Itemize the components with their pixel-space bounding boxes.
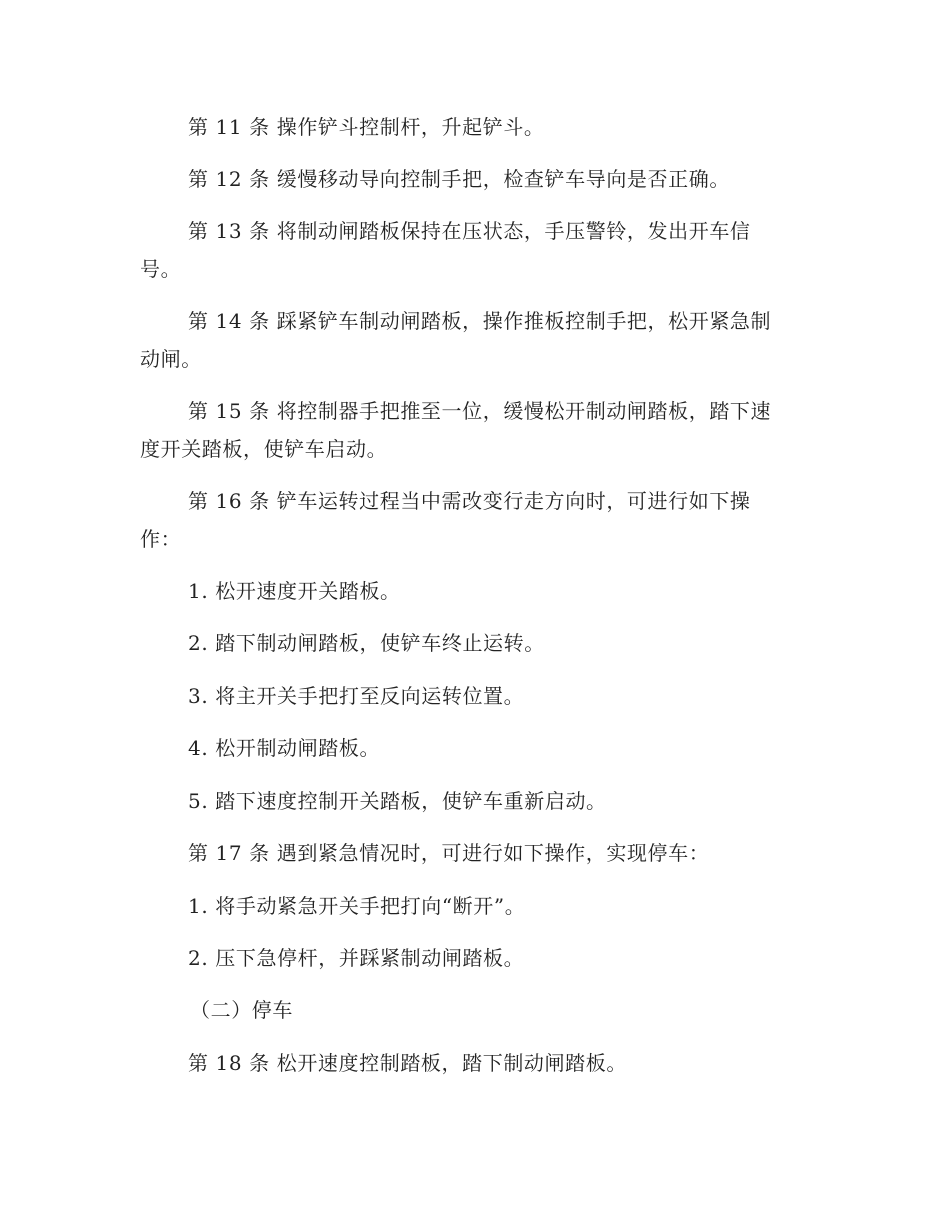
article-13-text: 第 13 条 将制动闸踏板保持在压状态，手压警铃，发出开车信: [188, 219, 751, 243]
article-16-text: 第 16 条 铲车运转过程当中需改变行走方向时，可进行如下操: [188, 489, 751, 513]
article-16-continuation: 作：: [140, 527, 182, 551]
list-item: 2. 压下急停杆，并踩紧制动闸踏板。: [188, 946, 525, 970]
article-12-text: 第 12 条 缓慢移动导向控制手把，检查铲车导向是否正确。: [188, 167, 730, 191]
section-heading-stop: （二）停车: [190, 998, 293, 1022]
article-18-text: 第 18 条 松开速度控制踏板，踏下制动闸踏板。: [188, 1051, 627, 1075]
list-item: 1. 将手动紧急开关手把打向“断开”。: [188, 894, 526, 918]
list-item: 5. 踏下速度控制开关踏板，使铲车重新启动。: [188, 789, 607, 813]
article-13-continuation: 号。: [140, 257, 182, 281]
list-item: 4. 松开制动闸踏板。: [188, 736, 381, 760]
article-14-continuation: 动闸。: [140, 347, 202, 371]
article-11-text: 第 11 条 操作铲斗控制杆，升起铲斗。: [188, 115, 545, 139]
list-item: 3. 将主开关手把打至反向运转位置。: [188, 684, 525, 708]
article-17-text: 第 17 条 遇到紧急情况时，可进行如下操作，实现停车：: [188, 841, 710, 865]
article-14-text: 第 14 条 踩紧铲车制动闸踏板，操作推板控制手把，松开紧急制: [188, 309, 772, 333]
article-15-text: 第 15 条 将控制器手把推至一位，缓慢松开制动闸踏板，踏下速: [188, 399, 772, 423]
list-item: 1. 松开速度开关踏板。: [188, 579, 401, 603]
article-15-continuation: 度开关踏板，使铲车启动。: [140, 437, 388, 461]
list-item: 2. 踏下制动闸踏板，使铲车终止运转。: [188, 631, 545, 655]
